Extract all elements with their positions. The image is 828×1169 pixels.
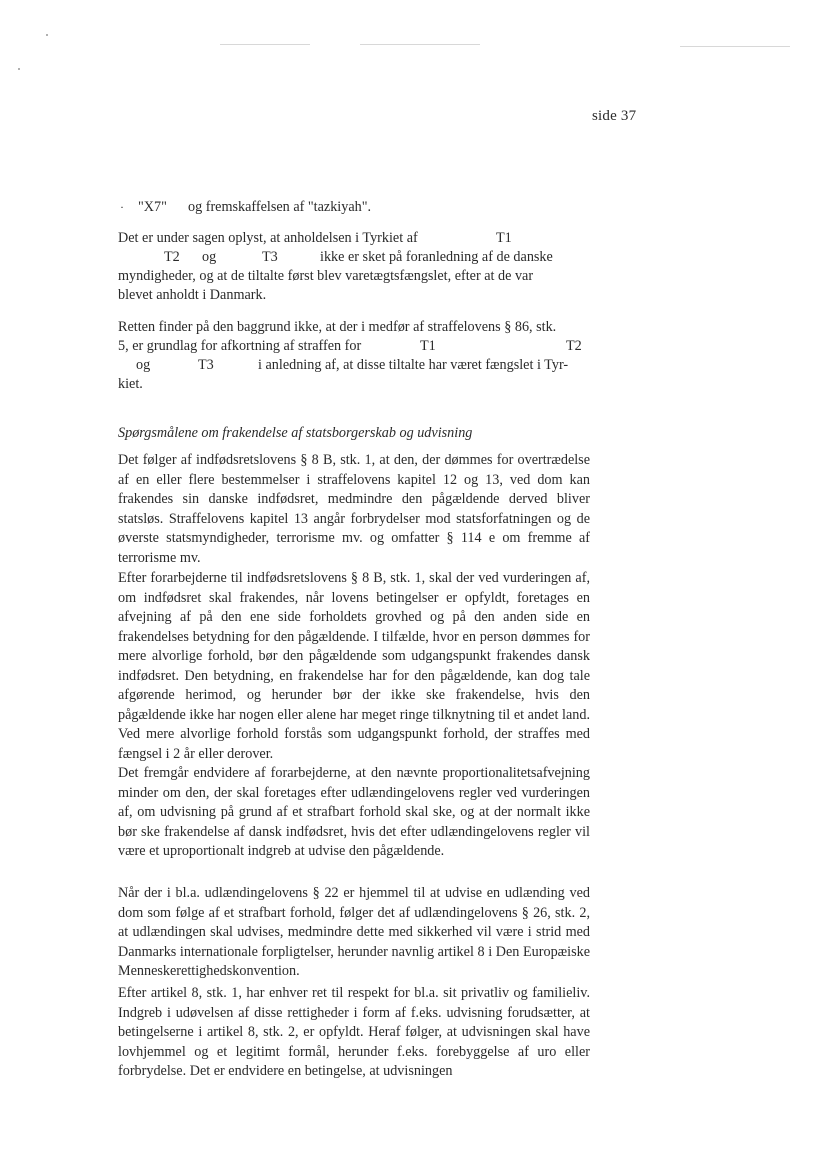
section-heading: Spørgsmålene om frakendelse af statsborgerskab og udvisning bbox=[118, 425, 473, 441]
para2-line3-b: T3 bbox=[198, 357, 214, 373]
para1-line4: blevet anholdt i Danmark. bbox=[118, 287, 267, 303]
body-paragraph bbox=[118, 451, 590, 568]
scan-line bbox=[680, 46, 790, 47]
para2-line2-a: 5, er grundlag for afkortning af straffen for bbox=[118, 338, 362, 354]
para2-line1: Retten finder på den baggrund ikke, at der i medfør af straffelovens § 86, stk. bbox=[118, 319, 557, 335]
paragraph-indfodsret: Det følger af indfødsretslovens § 8 B, stk. 1, at den, der dømmes for overtrædelse af en eller flere bestemmelser i straffelovens kapitel 12 og 13, ved dom kan frakendes sin danske indfødsret, medmindre den pågældende derved bliver statsløs. Straffelovens kapitel 13 angår forbrydelser mod statsforfatningen og de øverste statsmyndigheder, terrorisme mv. og omfatter § 114 e om fremme af terrorisme mv. bbox=[118, 452, 590, 566]
body-paragraph bbox=[118, 764, 590, 862]
fragment-text-a: "X7" bbox=[138, 199, 167, 215]
para2-line4: kiet. bbox=[118, 376, 143, 392]
para1-line2-c: T3 bbox=[262, 249, 278, 265]
para1-line2-a: T2 bbox=[164, 249, 180, 265]
paragraph-artikel-8: Efter artikel 8, stk. 1, har enhver ret til respekt for bl.a. sit privatliv og familieliv. Indgreb i udøvelsen af disse rettigheder i form af f.eks. udvisning forudsætter, at betingelserne i artikel 8, stk. 2, er opfyldt. Heraf følger, at udvisningen skal have lovhjemmel og et legitimt formål, herunder f.eks. forebyggelse af uro eller forbrydelse. Det er endvidere en betingelse, at udvisningen bbox=[118, 985, 590, 1079]
paragraph-udvisning: Når der i bl.a. udlændingelovens § 22 er hjemmel til at udvise en udlænding ved dom som følge af et strafbart forhold, følger det af udlændingelovens § 26, stk. 2, at udlændingen skal udvises, medmindre dette med sikkerhed vil være i strid med Danmarks internationale forpligtelser, herunder navnlig artikel 8 i Den Europæiske Menneskerettighedskonvention. bbox=[118, 885, 590, 979]
fragment-bullet: · bbox=[120, 200, 124, 214]
body-paragraph bbox=[118, 569, 590, 764]
scan-line bbox=[220, 44, 310, 45]
body-paragraph bbox=[118, 884, 590, 982]
para2-line2-b: T1 bbox=[420, 338, 436, 354]
fragment-text-b: og fremskaffelsen af "tazkiyah". bbox=[188, 199, 372, 215]
scan-speck bbox=[18, 68, 20, 70]
para2-line3-a: og bbox=[136, 357, 151, 373]
scan-speck bbox=[46, 34, 48, 36]
body-paragraph bbox=[118, 984, 590, 1082]
para1-line1-a: Det er under sagen oplyst, at anholdelsen i Tyrkiet af bbox=[118, 230, 418, 246]
scan-line bbox=[360, 44, 480, 45]
para2-line3-c: i anledning af, at disse tiltalte har været fængslet i Tyr- bbox=[258, 357, 569, 373]
paragraph-proportionalitet: Det fremgår endvidere af forarbejderne, at den nævnte proportionalitetsafvejning minder om den, der skal foretages efter udlændingelovens regler ved vurderingen af, om udvisning på grund af et strafbart forhold skal ske, og at der normalt ikke bør ske frakendelse af dansk indfødsret, hvis det efter udlændingelovens regler vil være et uproportionalt indgreb at udvise den pågældende. bbox=[118, 765, 590, 859]
para1-line1-b: T1 bbox=[496, 230, 512, 246]
page-number: side 37 bbox=[592, 108, 637, 124]
paragraph-forarbejder: Efter forarbejderne til indfødsretslovens § 8 B, stk. 1, skal der ved vurderingen af, om indfødsret skal frakendes, når lovens betingelser er opfyldt, foretages en afvejning af på den ene side forholdets grovhed og på den anden side en frakendelses betydning for den pågældende. I tilfælde, hvor en person dømmes for mere alvorlige forhold, bør den pågældende som udgangspunkt frakendes dansk indfødsret. Den betydning, en frakendelse har for den pågældende, kan dog tale afgørende herimod, og herunder bør der ikke ske frakendelse, hvis den pågældende ikke har nogen eller alene har meget ringe tilknytning til et andet land. Ved mere alvorlige forhold forstås som udgangspunkt forhold, der straffes med fængsel i 2 år eller derover. bbox=[118, 570, 590, 762]
para1-line3: myndigheder, og at de tiltalte først blev varetægtsfængslet, efter at de var bbox=[118, 268, 534, 284]
para1-line2-b: og bbox=[202, 249, 217, 265]
para2-line2-c: T2 bbox=[566, 338, 582, 354]
para1-line2-d: ikke er sket på foranledning af de danske bbox=[320, 249, 553, 265]
